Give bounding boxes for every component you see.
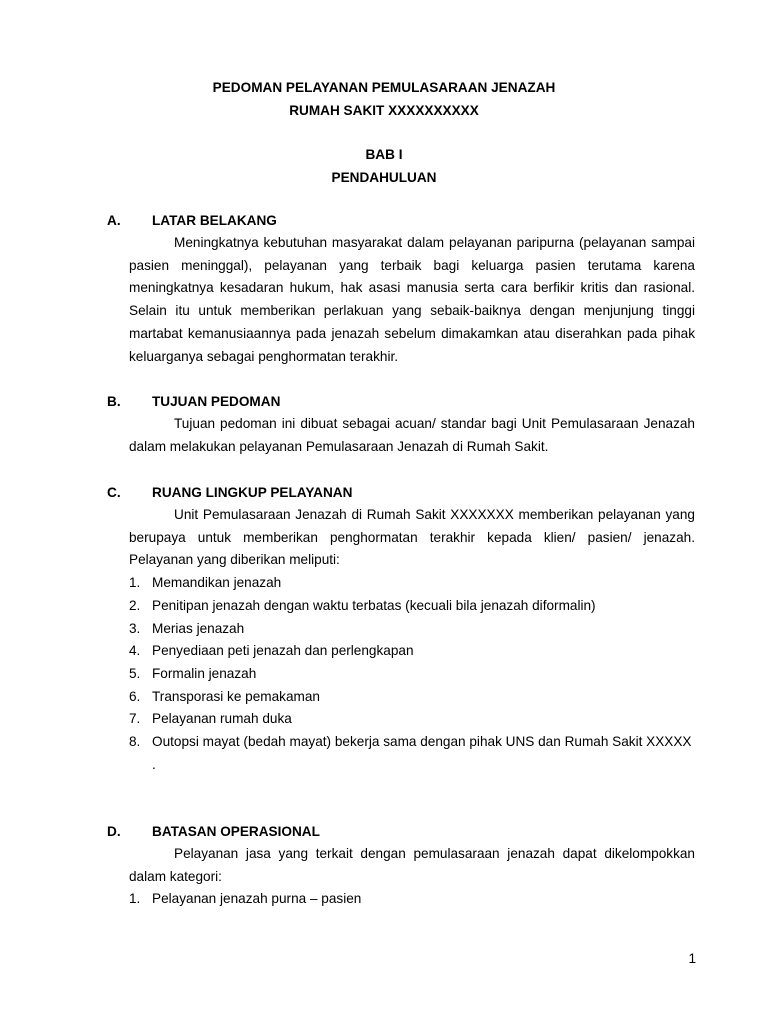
section-letter: A. <box>107 213 121 228</box>
section-paragraph: Meningkatnya kebutuhan masyarakat dalam pelayanan paripurna (pelayanan sampai pasien meninggal), pelayanan yang terbaik bagi keluarga pasien terutama karena meningkatnya kesadaran hukum, hak asasi manusia serta cara berfikir kritis dan rasional. Selain itu untuk memberikan perlakuan yang sebaik-baiknya dengan menjunjung tinggi martabat kemanusiaannya pada jenazah sebelum dimakamkan atau diserahkan pada pihak keluarganya sebagai penghormatan terakhir. <box>129 235 695 364</box>
section-tujuan-pedoman <box>0 390 768 458</box>
section-latar-belakang <box>0 209 768 368</box>
list-number: 7. <box>129 711 141 727</box>
category-list <box>0 888 768 911</box>
list-text: Penitipan jenazah dengan waktu terbatas (kecuali bila jenazah diformalin) <box>152 597 596 613</box>
list-number: 8. <box>129 734 141 750</box>
section-batasan-operasional <box>0 820 768 911</box>
list-item <box>129 663 697 686</box>
list-text: Pelayanan rumah duka <box>152 711 292 727</box>
list-text: Outopsi mayat (bedah mayat) bekerja sama dengan pihak UNS dan Rumah Sakit XXXXX . <box>152 734 692 772</box>
list-number: 5. <box>129 665 141 681</box>
list-item <box>129 572 697 595</box>
list-item <box>129 888 697 911</box>
title-line-2: RUMAH SAKIT XXXXXXXXXX <box>289 103 479 118</box>
list-number: 1. <box>129 575 141 591</box>
list-item <box>129 640 697 663</box>
section-title: TUJUAN PEDOMAN <box>152 394 281 409</box>
list-number: 3. <box>129 620 141 636</box>
list-number: 4. <box>129 643 141 659</box>
list-text: Merias jenazah <box>152 620 245 636</box>
section-letter: C. <box>107 485 121 500</box>
section-heading <box>0 481 768 504</box>
service-list <box>0 572 768 776</box>
section-title: LATAR BELAKANG <box>152 213 277 228</box>
section-heading <box>0 390 768 413</box>
list-text: Penyediaan peti jenazah dan perlengkapan <box>152 643 414 659</box>
list-item <box>129 708 697 731</box>
section-heading <box>0 209 768 232</box>
list-text: Formalin jenazah <box>152 665 257 681</box>
list-text: Memandikan jenazah <box>152 575 282 591</box>
list-number: 1. <box>129 891 141 907</box>
document-title <box>0 76 768 122</box>
list-item <box>129 618 697 641</box>
list-text: Transporasi ke pemakaman <box>152 688 320 704</box>
chapter-number: BAB I <box>365 147 403 162</box>
section-title: BATASAN OPERASIONAL <box>152 824 320 839</box>
list-item <box>129 731 697 776</box>
section-heading <box>0 820 768 843</box>
list-item <box>129 595 697 618</box>
section-title: RUANG LINGKUP PELAYANAN <box>152 485 353 500</box>
chapter-title: PENDAHULUAN <box>331 170 437 185</box>
chapter-heading <box>0 143 768 189</box>
page-number: 1 <box>688 951 696 966</box>
section-ruang-lingkup <box>0 481 768 776</box>
list-number: 6. <box>129 688 141 704</box>
section-letter: B. <box>107 394 121 409</box>
section-letter: D. <box>107 824 121 839</box>
list-number: 2. <box>129 597 141 613</box>
list-item <box>129 686 697 709</box>
title-line-1: PEDOMAN PELAYANAN PEMULASARAAN JENAZAH <box>212 80 556 95</box>
list-text: Pelayanan jenazah purna – pasien <box>152 891 362 907</box>
section-paragraph: Pelayanan jasa yang terkait dengan pemulasaraan jenazah dapat dikelompokkan dalam kategori: <box>129 846 695 884</box>
section-paragraph: Tujuan pedoman ini dibuat sebagai acuan/ standar bagi Unit Pemulasaraan Jenazah dalam melakukan pelayanan Pemulasaraan Jenazah di Rumah Sakit. <box>129 416 695 454</box>
section-paragraph: Unit Pemulasaraan Jenazah di Rumah Sakit XXXXXXX memberikan pelayanan yang berupaya untuk memberikan penghormatan terakhir kepada klien/ pasien/ jenazah. Pelayanan yang diberikan meliputi: <box>129 507 695 568</box>
